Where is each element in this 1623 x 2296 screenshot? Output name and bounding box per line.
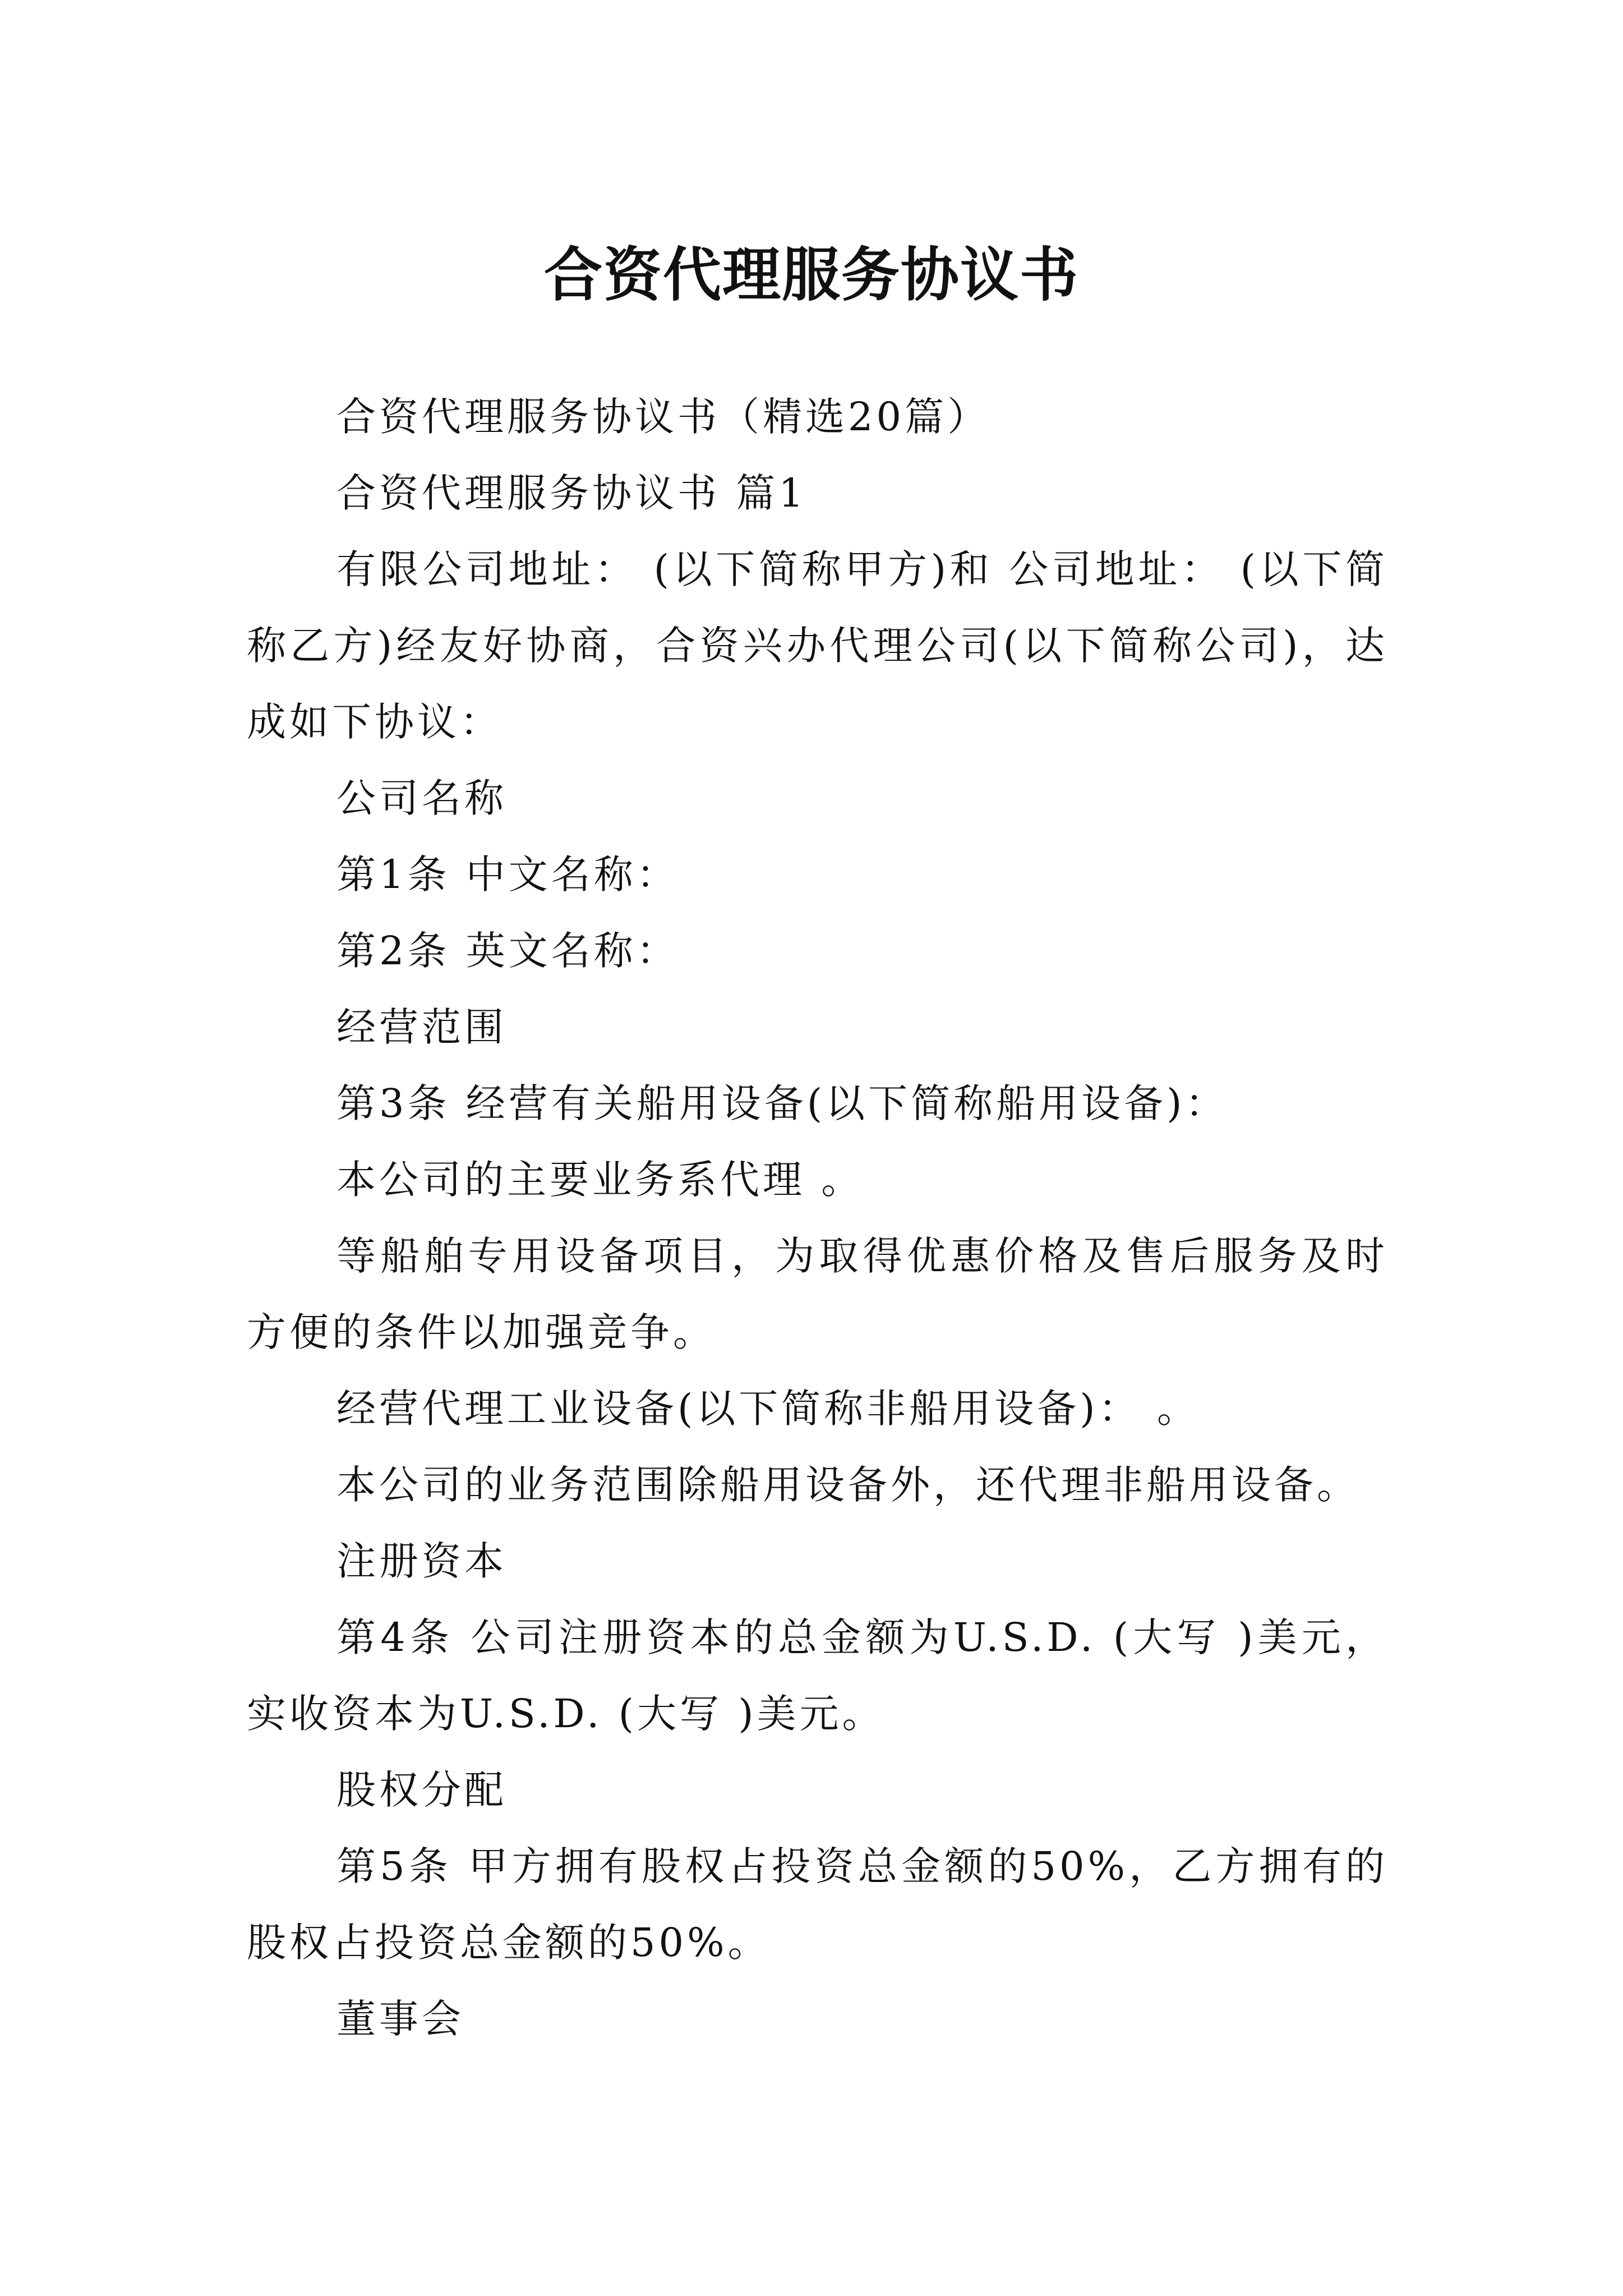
paragraph-main-business: 本公司的主要业务系代理 。 [336,1157,864,1203]
clause-4: 第4条 公司注册资本的总金额为U.S.D. (大写 )美元，实收资本为U.S.D. (大写 )美元。 [247,1614,1388,1737]
paragraph-industrial-equipment: 经营代理工业设备(以下简称非船用设备)： 。 [336,1386,1200,1432]
clause-5: 第5条 甲方拥有股权占投资总金额的50%，乙方拥有的股权占投资总金额的50%。 [247,1843,1388,1966]
section-heading-board: 董事会 [336,1996,464,2042]
clause-3: 第3条 经营有关船用设备(以下简称船用设备)： [336,1080,1228,1126]
document-body [247,379,1388,2057]
clause-1: 第1条 中文名称： [336,852,679,898]
paragraph-subtitle: 合资代理服务协议书（精选20篇） [336,394,990,440]
paragraph-article-heading: 合资代理服务协议书 篇1 [336,470,807,516]
clause-2: 第2条 英文名称： [336,928,679,974]
section-heading-company-name: 公司名称 [336,775,507,821]
paragraph-parties: 有限公司地址： (以下简称甲方)和 公司地址： (以下简称乙方)经友好协商，合资兴办代理公司(以下简称公司)，达成如下协议： [247,546,1388,745]
paragraph-marine-equipment: 等船舶专用设备项目，为取得优惠价格及售后服务及时方便的条件以加强竞争。 [247,1233,1388,1355]
section-heading-equity: 股权分配 [336,1767,507,1813]
paragraph-business-range: 本公司的业务范围除船用设备外，还代理非船用设备。 [336,1462,1359,1508]
section-heading-registered-capital: 注册资本 [336,1538,507,1584]
section-heading-business-scope: 经营范围 [336,1004,507,1050]
document-title: 合资代理服务协议书 [543,240,1079,309]
